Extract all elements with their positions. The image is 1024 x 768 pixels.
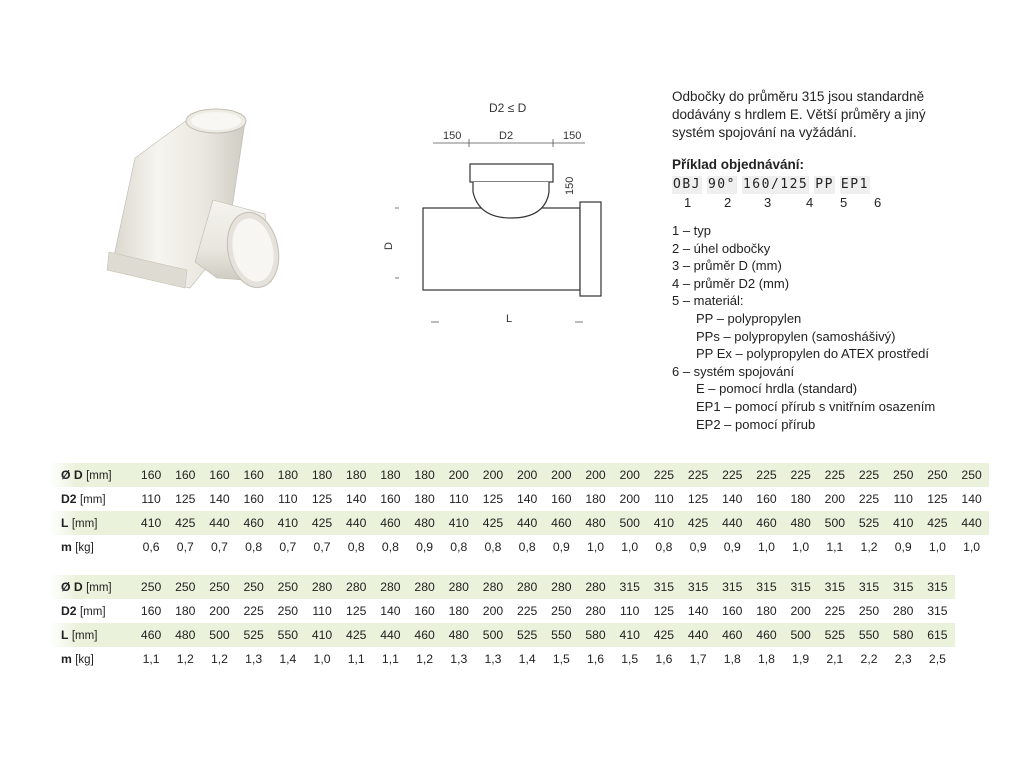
table-cell: 460: [544, 511, 578, 535]
table-row: [50, 535, 989, 559]
table-cell: 200: [482, 604, 504, 618]
table-cell: 160: [140, 604, 162, 618]
table-cell: 180: [339, 463, 373, 487]
table-cell: 2,1: [826, 652, 844, 666]
d2-relation-label: D2 ≤ D: [489, 101, 527, 115]
row-symbol: L: [61, 516, 69, 530]
table-cell: 225: [715, 463, 749, 487]
table-cell: 1,0: [587, 540, 604, 554]
table-cell: 1,4: [518, 652, 536, 666]
table-cell: 1,2: [210, 652, 228, 666]
table-cell: 280: [373, 575, 407, 599]
row-unit: [mm]: [79, 606, 106, 618]
table-cell: 110: [654, 492, 674, 506]
table-cell: 225: [784, 463, 818, 487]
table-cell: 140: [380, 604, 401, 618]
table-cell: 315: [886, 575, 920, 599]
table-cell: 225: [858, 492, 880, 506]
code-number: 1: [684, 195, 692, 210]
legend-item: 4 – průměr D2 (mm): [672, 275, 790, 291]
table-cell: 180: [448, 604, 469, 618]
table-cell: 125: [482, 492, 504, 506]
table-cell: 200: [824, 492, 846, 506]
table-cell: 315: [749, 575, 783, 599]
table-cell: 500: [613, 511, 647, 535]
code-numbers: [672, 194, 1012, 211]
table-cell: 250: [551, 604, 572, 618]
table-cell: 315: [927, 604, 948, 618]
dim-left-150: 150: [443, 130, 462, 142]
table-cell: 440: [955, 511, 989, 535]
table-cell: 180: [373, 463, 407, 487]
spec-table-2: [50, 575, 955, 671]
row-label: [50, 463, 134, 487]
table-cell: 160: [134, 463, 168, 487]
table-row: [50, 599, 955, 623]
table-cell: 1,8: [723, 652, 741, 666]
table-cell: 0,7: [210, 540, 228, 554]
table-cell: 480: [442, 623, 476, 647]
table-cell: 1,1: [347, 652, 365, 666]
table-cell: 480: [578, 511, 612, 535]
legend-list: [672, 222, 1012, 433]
table-cell: 225: [749, 463, 783, 487]
table-cell: 160: [756, 492, 777, 506]
table-cell: 200: [613, 463, 647, 487]
table-cell: 0,9: [723, 540, 741, 554]
table-cell: 1,3: [450, 652, 468, 666]
table-cell: 160: [168, 463, 202, 487]
table-cell: 160: [237, 463, 271, 487]
table-cell: 525: [510, 623, 544, 647]
row-symbol: L: [61, 628, 69, 642]
table-cell: 315: [715, 575, 749, 599]
table-cell: 425: [647, 623, 681, 647]
row-unit: [kg]: [75, 542, 94, 554]
table-cell: 0,7: [313, 540, 331, 554]
table-cell: 410: [442, 511, 476, 535]
table-cell: 225: [647, 463, 681, 487]
table-cell: 480: [784, 511, 818, 535]
legend-item: 6 – systém spojování: [672, 363, 795, 379]
row-unit: [mm]: [71, 630, 98, 642]
legend-item: PP Ex – polypropylen do ATEX prostředí: [696, 346, 929, 362]
table-cell: 225: [243, 604, 264, 618]
table-cell: 280: [578, 575, 612, 599]
table-row: [50, 575, 955, 599]
table-cell: 160: [551, 492, 572, 506]
code-part-1: OBJ: [673, 177, 701, 192]
table-cell: 440: [715, 511, 749, 535]
table-cell: 460: [134, 623, 168, 647]
table-cell: 250: [237, 575, 271, 599]
table-cell: 1,0: [928, 540, 946, 554]
table-cell: 180: [790, 492, 811, 506]
table-cell: 200: [510, 463, 544, 487]
table-cell: 200: [544, 463, 578, 487]
table-cell: 1,5: [552, 652, 570, 666]
table-row: [50, 487, 989, 511]
table-cell: 280: [544, 575, 578, 599]
table-cell: 280: [893, 604, 914, 618]
table-cell: 110: [278, 492, 298, 506]
code-part-3: 160/125: [742, 177, 809, 192]
spec-table-1: [50, 463, 989, 559]
table-cell: 525: [852, 511, 886, 535]
row-unit: [mm]: [71, 518, 98, 530]
table-cell: 180: [271, 463, 305, 487]
table-cell: 500: [476, 623, 510, 647]
legend-item: E – pomocí hrdla (standard): [696, 381, 858, 397]
table-cell: 0,7: [279, 540, 297, 554]
row-label: [50, 647, 134, 671]
table-cell: 200: [619, 492, 640, 506]
legend-item: 3 – průměr D (mm): [672, 258, 782, 274]
pipe-tee-photo: [95, 92, 295, 302]
table-cell: 1,2: [860, 540, 878, 554]
table-cell: 440: [339, 511, 373, 535]
table-cell: 0,7: [176, 540, 194, 554]
row-symbol: m: [61, 652, 72, 666]
table-cell: 0,9: [552, 540, 570, 554]
row-unit: [kg]: [75, 654, 94, 666]
tee-technical-drawing: [375, 92, 615, 332]
table-cell: 125: [653, 604, 675, 618]
table-cell: 160: [722, 604, 743, 618]
table-cell: 425: [681, 511, 715, 535]
code-part-4: PP: [815, 177, 834, 192]
table-cell: 160: [243, 492, 264, 506]
table-cell: 1,4: [279, 652, 297, 666]
row-label: [50, 599, 134, 623]
table-cell: 440: [510, 511, 544, 535]
table-cell: 280: [585, 604, 606, 618]
row-symbol: m: [61, 540, 72, 554]
row-label: [50, 623, 134, 647]
dim-l: L: [506, 313, 513, 325]
table-cell: 180: [305, 463, 339, 487]
table-cell: 425: [339, 623, 373, 647]
legend-item: EP2 – pomocí přírub: [696, 416, 816, 432]
table-cell: 460: [237, 511, 271, 535]
legend-item: PPs – polypropylen (samoshášivý): [696, 328, 896, 344]
table-cell: 550: [544, 623, 578, 647]
table-cell: 110: [312, 604, 332, 618]
table-cell: 1,2: [176, 652, 194, 666]
table-cell: 225: [824, 604, 846, 618]
table-cell: 225: [681, 463, 715, 487]
table-cell: 315: [852, 575, 886, 599]
table-cell: 280: [305, 575, 339, 599]
table-cell: 1,1: [826, 540, 844, 554]
table-cell: 580: [578, 623, 612, 647]
table-cell: 140: [209, 492, 230, 506]
code-number: 2: [724, 195, 732, 210]
table-cell: 1,8: [757, 652, 775, 666]
table-cell: 500: [784, 623, 818, 647]
table-cell: 280: [339, 575, 373, 599]
example-title: Příklad objednávání:: [672, 157, 805, 172]
table-cell: 125: [311, 492, 333, 506]
table-cell: 250: [886, 463, 920, 487]
table-cell: 410: [647, 511, 681, 535]
table-cell: 615: [920, 623, 954, 647]
row-label: [50, 535, 134, 559]
table-cell: 1,0: [621, 540, 639, 554]
table-cell: 1,1: [381, 652, 399, 666]
table-cell: 1,6: [655, 652, 673, 666]
table-cell: 410: [271, 511, 305, 535]
table-cell: 125: [175, 492, 196, 506]
row-unit: [mm]: [86, 582, 112, 594]
table-cell: 225: [852, 463, 886, 487]
table-cell: 1,1: [142, 652, 160, 666]
table-cell: 1,0: [757, 540, 775, 554]
row-symbol: D2: [61, 492, 77, 506]
table-cell: 140: [722, 492, 743, 506]
table-cell: 0,9: [689, 540, 707, 554]
table-cell: 0,8: [450, 540, 468, 554]
dim-d: D: [383, 242, 395, 250]
table-cell: 140: [687, 604, 709, 618]
table-cell: 440: [681, 623, 715, 647]
table-row: [50, 623, 955, 647]
table-cell: 460: [749, 623, 783, 647]
table-cell: 2,3: [894, 652, 912, 666]
code-part-5: EP1: [840, 177, 869, 192]
table-cell: 550: [271, 623, 305, 647]
code-number: 6: [874, 195, 882, 210]
table-cell: 500: [202, 623, 236, 647]
row-label: [50, 487, 134, 511]
table-cell: 460: [749, 511, 783, 535]
legend-item: 2 – úhel odbočky: [672, 240, 771, 256]
table-cell: 225: [818, 463, 852, 487]
table-cell: 425: [305, 511, 339, 535]
table-cell: 200: [578, 463, 612, 487]
order-code: [672, 176, 1012, 194]
table-cell: 410: [134, 511, 168, 535]
row-label: [50, 575, 134, 599]
table-cell: 110: [893, 492, 913, 506]
row-symbol: D2: [61, 604, 77, 618]
table-cell: 0,8: [245, 540, 263, 554]
table-cell: 250: [271, 575, 305, 599]
table-cell: 315: [784, 575, 818, 599]
table-cell: 1,0: [313, 652, 331, 666]
table-cell: 250: [134, 575, 168, 599]
table-cell: 225: [516, 604, 538, 618]
table-cell: 315: [681, 575, 715, 599]
table-row: [50, 463, 989, 487]
table-cell: 0,8: [484, 540, 502, 554]
table-cell: 425: [476, 511, 510, 535]
table-cell: 0,6: [142, 540, 160, 554]
table-cell: 0,8: [381, 540, 399, 554]
code-number: 4: [806, 195, 814, 210]
table-row: [50, 647, 955, 671]
table-cell: 140: [961, 492, 982, 506]
table-cell: 0,9: [416, 540, 434, 554]
table-cell: 480: [408, 511, 442, 535]
legend-item: EP1 – pomocí přírub s vnitřním osazením: [696, 398, 936, 414]
table-cell: 1,2: [416, 652, 434, 666]
code-number: 3: [764, 195, 772, 210]
row-symbol: Ø D: [61, 580, 83, 594]
table-cell: 280: [476, 575, 510, 599]
table-cell: 460: [715, 623, 749, 647]
dim-d2: D2: [499, 130, 514, 142]
table-cell: 525: [818, 623, 852, 647]
table-cell: 180: [414, 492, 435, 506]
table-cell: 125: [927, 492, 948, 506]
table-cell: 1,0: [792, 540, 810, 554]
table-cell: 250: [920, 463, 954, 487]
legend-item: 5 – materiál:: [672, 293, 744, 309]
table-cell: 2,2: [860, 652, 878, 666]
table-cell: 580: [886, 623, 920, 647]
table-cell: 280: [510, 575, 544, 599]
table-cell: 460: [408, 623, 442, 647]
table-cell: 180: [756, 604, 777, 618]
table-cell: 425: [920, 511, 954, 535]
table-cell: 0,9: [894, 540, 912, 554]
table-cell: 315: [647, 575, 681, 599]
legend-item: PP – polypropylen: [696, 310, 802, 326]
legend-item: 1 – typ: [672, 223, 712, 238]
table-cell: 125: [346, 604, 367, 618]
table-cell: 180: [585, 492, 606, 506]
table-cell: 440: [373, 623, 407, 647]
table-cell: 200: [476, 463, 510, 487]
table-cell: 0,8: [347, 540, 365, 554]
table-cell: 140: [346, 492, 367, 506]
table-cell: 1,5: [621, 652, 639, 666]
table-cell: 250: [858, 604, 880, 618]
table-cell: 160: [414, 604, 435, 618]
table-cell: 315: [920, 575, 954, 599]
table-cell: 0,8: [518, 540, 536, 554]
table-cell: 180: [175, 604, 196, 618]
table-row: [50, 511, 989, 535]
intro-text: Odbočky do průměru 315 jsou standardně dodávány s hrdlem E. Větší průměry a jiný systém spojování na vyžádání.: [672, 89, 926, 140]
table-cell: 110: [620, 604, 640, 618]
table-cell: 1,6: [587, 652, 604, 666]
table-cell: 250: [168, 575, 202, 599]
code-number: 5: [840, 195, 848, 210]
table-cell: 440: [202, 511, 236, 535]
table-cell: 250: [277, 604, 299, 618]
table-cell: 0,8: [655, 540, 673, 554]
table-cell: 480: [168, 623, 202, 647]
table-cell: 460: [373, 511, 407, 535]
table-cell: 1,9: [792, 652, 810, 666]
dim-vertical-150: 150: [564, 176, 576, 195]
table-cell: 2,5: [928, 652, 946, 666]
table-cell: 110: [449, 492, 469, 506]
table-cell: 550: [852, 623, 886, 647]
table-cell: 110: [141, 492, 161, 506]
table-cell: 250: [202, 575, 236, 599]
table-cell: 1,3: [245, 652, 263, 666]
table-cell: 140: [516, 492, 538, 506]
table-cell: 280: [442, 575, 476, 599]
table-cell: 425: [168, 511, 202, 535]
table-cell: 315: [818, 575, 852, 599]
row-label: [50, 511, 134, 535]
table-cell: 250: [955, 463, 989, 487]
table-cell: 200: [790, 604, 811, 618]
row-symbol: Ø D: [61, 468, 83, 482]
table-cell: 410: [886, 511, 920, 535]
row-unit: [mm]: [79, 494, 106, 506]
table-cell: 1,3: [484, 652, 502, 666]
table-cell: 500: [818, 511, 852, 535]
row-unit: [mm]: [86, 470, 112, 482]
table-cell: 125: [687, 492, 709, 506]
table-cell: 410: [613, 623, 647, 647]
table-cell: 525: [237, 623, 271, 647]
table-cell: 1,7: [689, 652, 707, 666]
table-cell: 1,0: [963, 540, 981, 554]
info-panel: [672, 88, 1012, 433]
table-cell: 280: [408, 575, 442, 599]
table-cell: 160: [380, 492, 401, 506]
table-cell: 160: [202, 463, 236, 487]
table-cell: 200: [442, 463, 476, 487]
table-cell: 410: [305, 623, 339, 647]
table-cell: 315: [613, 575, 647, 599]
table-cell: 200: [209, 604, 230, 618]
dim-right-150: 150: [563, 130, 582, 142]
code-part-2: 90°: [707, 177, 736, 192]
table-cell: 180: [408, 463, 442, 487]
